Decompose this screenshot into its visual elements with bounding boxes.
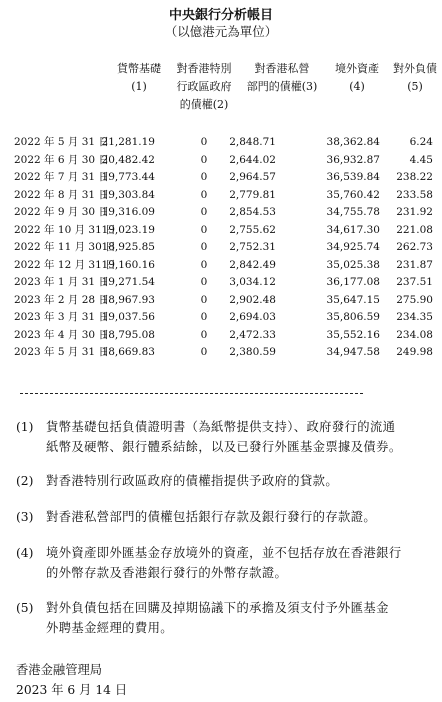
table-row (0, 134, 442, 151)
monetary-base-cell: 18,967.93 (101, 293, 155, 306)
foreign-assets-cell: 35,806.59 (326, 311, 380, 323)
monetary-base-cell: 20,482.42 (101, 153, 155, 166)
government-claims-cell: 0 (200, 188, 208, 201)
date-cell: 2022 年 7 月 31 日 (14, 171, 109, 183)
note-line: 外聘基金經理的費用。 (46, 621, 173, 635)
external-liabilities-cell: 262.73 (396, 241, 433, 253)
foreign-assets-cell: 34,947.58 (326, 346, 380, 358)
foreign-assets-cell: 36,539.84 (326, 171, 380, 183)
note-number: (4) (16, 546, 34, 560)
government-claims-cell: 0 (200, 346, 208, 358)
date-cell: 2023 年 2 月 28 日 (14, 293, 109, 306)
private-sector-claims-cell: 2,380.59 (229, 346, 276, 358)
monetary-base-cell: 19,316.09 (101, 206, 155, 218)
table-row (0, 292, 442, 309)
private-sector-claims-cell: 2,779.81 (229, 188, 276, 201)
note-line: 的外幣存款及香港銀行發行的外幣存款證。 (46, 566, 288, 580)
foreign-assets-cell: 38,362.84 (326, 136, 380, 148)
note-text (46, 417, 438, 457)
note-text (46, 507, 438, 527)
note-line: 對香港私營部門的債權包括銀行存款及銀行發行的存款證。 (46, 510, 377, 524)
date-cell: 2022 年 5 月 31 日 (14, 136, 109, 148)
table-row (0, 309, 442, 326)
external-liabilities-cell: 231.92 (396, 206, 433, 218)
external-liabilities-cell: 234.35 (396, 311, 433, 323)
foreign-assets-cell: 36,177.08 (326, 276, 380, 288)
private-sector-claims-cell: 2,694.03 (229, 311, 276, 323)
table-row (0, 204, 442, 221)
government-claims-cell: 0 (200, 311, 208, 323)
government-claims-cell: 0 (200, 241, 208, 253)
external-liabilities-cell: 4.45 (409, 153, 433, 166)
private-sector-claims-cell: 2,964.57 (229, 171, 276, 183)
dashed-divider (20, 393, 363, 394)
external-liabilities-cell: 249.98 (396, 346, 433, 358)
foreign-assets-cell: 34,755.78 (326, 206, 380, 218)
external-liabilities-cell: 234.08 (396, 328, 433, 341)
table-row (0, 327, 442, 344)
note-number: (3) (16, 510, 34, 524)
date-cell: 2022 年 8 月 31 日 (14, 188, 109, 201)
page-title: 中央銀行分析帳目 (168, 8, 273, 23)
header-line: 對香港特別 (176, 62, 232, 75)
private-sector-claims-cell: 2,755.62 (229, 223, 276, 236)
monetary-base-cell: 21,281.19 (101, 136, 155, 148)
date-cell: 2023 年 5 月 31 日 (14, 346, 109, 358)
foreign-assets-cell: 34,925.74 (326, 241, 380, 253)
date-cell: 2022 年 12 月 31 日 (14, 258, 116, 271)
private-sector-claims-cell: 2,902.48 (229, 293, 276, 306)
header-line: 對外負債 (393, 62, 437, 75)
government-claims-cell: 0 (200, 206, 208, 218)
table-row (0, 344, 442, 361)
foreign-assets-cell: 35,552.16 (326, 328, 380, 341)
note-line: 對香港特別行政區政府的債權指提供予政府的貸款。 (46, 474, 339, 488)
date-cell: 2023 年 4 月 30 日 (14, 328, 109, 341)
date-cell: 2023 年 3 月 31 日 (14, 311, 109, 323)
foreign-assets-cell: 35,760.42 (326, 188, 380, 201)
private-sector-claims-cell: 2,854.53 (229, 206, 276, 218)
external-liabilities-cell: 221.08 (396, 223, 433, 236)
footer-date: 2023 年 6 月 14 日 (16, 683, 128, 697)
monetary-base-cell: 19,023.19 (101, 223, 155, 236)
column-header-claims-on-government (172, 60, 236, 114)
external-liabilities-cell: 6.24 (409, 136, 433, 148)
private-sector-claims-cell: 3,034.12 (229, 276, 276, 288)
government-claims-cell: 0 (200, 153, 208, 166)
note-line: 紙幣及硬幣、銀行體系結餘，以及已發行外匯基金票據及債券。 (46, 440, 402, 454)
note-text (46, 598, 438, 638)
note-text (46, 471, 438, 491)
private-sector-claims-cell: 2,848.71 (229, 136, 276, 148)
note-number: (2) (16, 474, 34, 488)
column-header-claims-on-private-sector (243, 60, 321, 96)
government-claims-cell: 0 (200, 328, 208, 341)
monetary-base-cell: 18,795.08 (101, 328, 155, 341)
column-header-foreign-assets (328, 60, 386, 96)
header-line: (1) (131, 80, 147, 93)
table-row (0, 187, 442, 204)
government-claims-cell: 0 (200, 136, 208, 148)
table-row (0, 222, 442, 239)
private-sector-claims-cell: 2,644.02 (229, 153, 276, 166)
table-row (0, 169, 442, 186)
government-claims-cell: 0 (200, 258, 208, 271)
monetary-base-cell: 19,160.16 (101, 258, 155, 271)
note-number: (5) (16, 601, 34, 615)
external-liabilities-cell: 275.90 (396, 293, 433, 306)
external-liabilities-cell: 237.51 (396, 276, 433, 288)
date-cell: 2022 年 6 月 30 日 (14, 153, 109, 166)
date-cell: 2022 年 9 月 30 日 (14, 206, 109, 218)
monetary-base-cell: 19,037.56 (101, 311, 155, 323)
table-row (0, 239, 442, 256)
external-liabilities-cell: 233.58 (396, 188, 433, 201)
monetary-base-cell: 18,925.85 (101, 241, 155, 253)
note-text (46, 543, 438, 583)
private-sector-claims-cell: 2,472.33 (229, 328, 276, 341)
external-liabilities-cell: 238.22 (396, 171, 433, 183)
note-line: 境外資產即外匯基金存放境外的資產，並不包括存放在香港銀行 (46, 546, 402, 560)
date-cell: 2022 年 11 月 30 日 (14, 241, 116, 253)
monetary-base-cell: 18,669.83 (101, 346, 155, 358)
header-line: 貨幣基礎 (117, 62, 161, 75)
date-cell: 2022 年 10 月 31 日 (14, 223, 116, 236)
column-header-monetary-base (112, 60, 166, 96)
foreign-assets-cell: 34,617.30 (326, 223, 380, 236)
monetary-base-cell: 19,773.44 (101, 171, 155, 183)
table-row (0, 257, 442, 274)
foreign-assets-cell: 35,025.38 (326, 258, 380, 271)
column-header-external-liabilities (390, 60, 440, 96)
government-claims-cell: 0 (200, 223, 208, 236)
table-row (0, 152, 442, 169)
page-subtitle: （以億港元為單位） (164, 24, 278, 39)
monetary-base-cell: 19,303.84 (101, 188, 155, 201)
header-line: 部門的債權(3) (246, 80, 318, 93)
foreign-assets-cell: 35,647.15 (326, 293, 380, 306)
header-line: (4) (349, 80, 365, 93)
header-line: 對香港私營 (254, 62, 310, 75)
header-line: (5) (407, 80, 423, 93)
note-number: (1) (16, 420, 34, 434)
header-line: 境外資產 (335, 62, 379, 75)
note-line: 貨幣基礎包括負債證明書（為紙幣提供支持）、政府發行的流通 (46, 420, 396, 434)
date-cell: 2023 年 1 月 31 日 (14, 276, 109, 288)
government-claims-cell: 0 (200, 171, 208, 183)
government-claims-cell: 0 (200, 293, 208, 306)
private-sector-claims-cell: 2,842.49 (229, 258, 276, 271)
header-line: 行政區政府 (176, 80, 232, 93)
footer-organization: 香港金融管理局 (16, 663, 103, 677)
note-line: 對外負債包括在回購及掉期協議下的承擔及須支付予外匯基金 (46, 601, 389, 615)
table-row (0, 274, 442, 291)
external-liabilities-cell: 231.87 (396, 258, 433, 271)
government-claims-cell: 0 (200, 276, 208, 288)
monetary-base-cell: 19,271.54 (101, 276, 155, 288)
private-sector-claims-cell: 2,752.31 (229, 241, 276, 253)
foreign-assets-cell: 36,932.87 (326, 153, 380, 166)
header-line: 的債權(2) (179, 98, 229, 111)
